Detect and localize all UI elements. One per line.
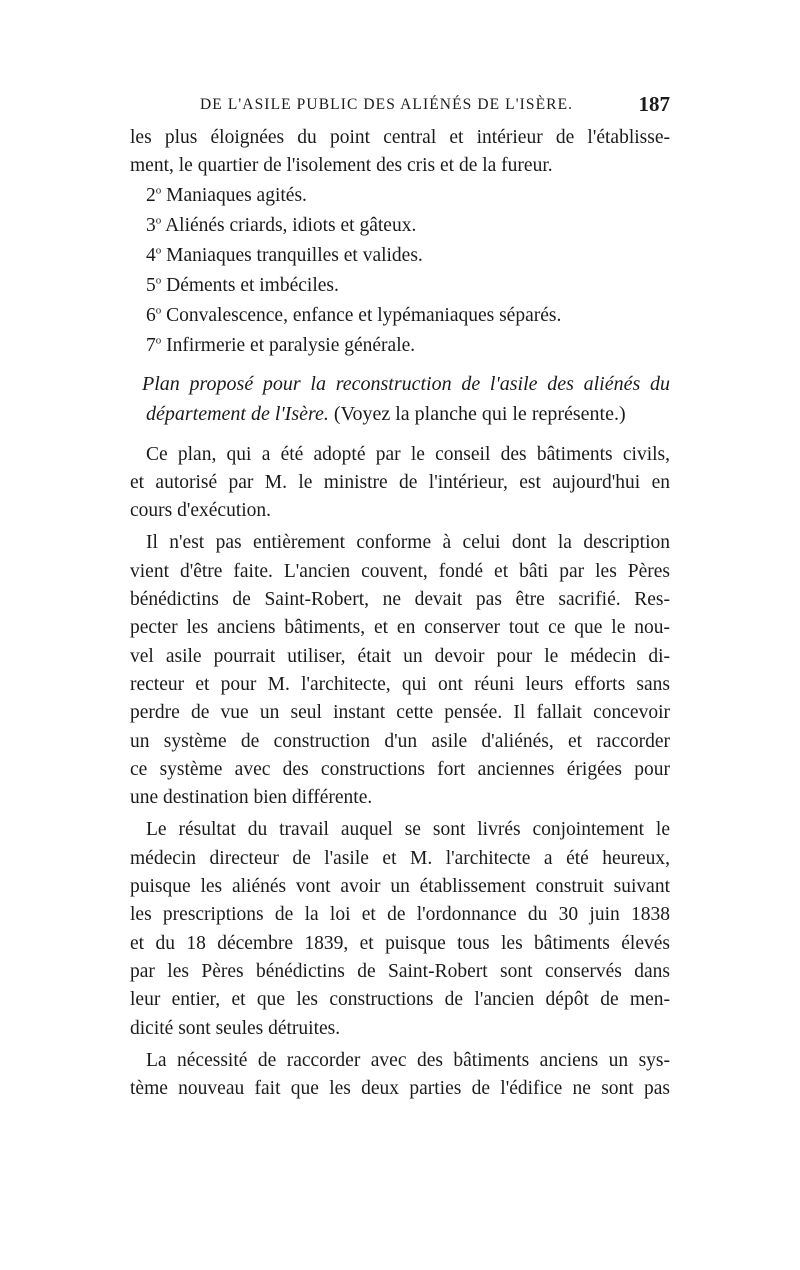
paragraph: [130, 441, 670, 526]
text-line: ce système avec des constructions fort anciennes érigées pour: [130, 758, 670, 780]
text-line: les plus éloignées du point central et intérieur de l'établisse-: [130, 127, 670, 148]
text-line: vient d'être faite. L'ancien couvent, fondé et bâti par les Pères: [130, 560, 670, 582]
text-line: Ce plan, qui a été adopté par le conseil des bâtiments civils,: [146, 443, 670, 465]
paragraph: [130, 529, 670, 812]
list-item: [130, 211, 670, 241]
list-number: 4$^o$: [146, 244, 162, 266]
list-text: Maniaques agités.: [166, 184, 307, 206]
text-line: vel asile pourrait utiliser, était un devoir pour le médecin di-: [130, 645, 670, 667]
text-line: et du 18 décembre 1839, et puisque tous les bâtiments élevés: [130, 932, 670, 954]
list-number: 5$^o$: [146, 274, 162, 296]
list-item: [130, 301, 670, 331]
text-line: pecter les anciens bâtiments, et en conserver tout ce que le nou-: [130, 617, 670, 639]
list-number: 3$^o$: [146, 214, 162, 236]
running-title: DE L'ASILE PUBLIC DES ALIÉNÉS DE L'ISÈRE.: [200, 96, 574, 113]
caption-line: Plan proposé pour la reconstruction de l'asile des aliénés du: [142, 372, 670, 395]
list-number: 6$^o$: [146, 304, 162, 326]
paragraph: [130, 1047, 670, 1104]
text-line: médecin directeur de l'asile et M. l'architecte a été heureux,: [130, 847, 670, 869]
text-line: Le résultat du travail auquel se sont livrés conjointement le: [146, 819, 670, 841]
list-item: [130, 181, 670, 211]
text-line: les prescriptions de la loi et de l'ordonnance du 30 juin 1838: [130, 904, 670, 926]
list-item: [130, 241, 670, 271]
list-text: Maniaques tranquilles et valides.: [166, 244, 423, 266]
text-line: cours d'exécution.: [130, 500, 272, 522]
category-list: [130, 181, 670, 361]
list-number: 7$^o$: [146, 334, 162, 356]
text-line: et autorisé par M. le ministre de l'intérieur, est aujourd'hui en: [130, 471, 670, 493]
paragraph: [130, 816, 670, 1042]
page-header: [200, 92, 670, 118]
list-text: Convalescence, enfance et lypémaniaques séparés.: [166, 304, 562, 326]
text-line: ment, le quartier de l'isolement des cris et de la fureur.: [130, 155, 553, 177]
text-line: puisque les aliénés vont avoir un établissement construit suivant: [130, 876, 670, 898]
list-text: Aliénés criards, idiots et gâteux.: [165, 214, 417, 236]
text-line: La nécessité de raccorder avec des bâtiments anciens un sys-: [146, 1049, 670, 1071]
page-number: 187: [638, 92, 670, 116]
list-item: [130, 331, 670, 361]
text-line: bénédictins de Saint-Robert, ne devait pas être sacrifié. Res-: [130, 589, 670, 611]
text-line: dicité sont seules détruites.: [130, 1017, 341, 1039]
caption-line: département de l'Isère. (Voyez la planche qui le représente.): [146, 402, 626, 425]
list-text: Déments et imbéciles.: [166, 274, 339, 296]
text-line: Il n'est pas entièrement conforme à celui dont la description: [146, 532, 670, 554]
text-line: par les Pères bénédictins de Saint-Robert sont conservés dans: [130, 960, 670, 982]
text-line: tème nouveau fait que les deux parties de l'édifice ne sont pas: [130, 1078, 670, 1100]
plan-caption: [130, 369, 670, 429]
list-text: Infirmerie et paralysie générale.: [166, 334, 416, 356]
text-line: un système de construction d'un asile d'aliénés, et raccorder: [130, 730, 670, 752]
text-line: leur entier, et que les constructions de l'ancien dépôt de men-: [130, 989, 670, 1011]
text-line: une destination bien différente.: [130, 787, 373, 809]
list-number: 2$^o$: [146, 184, 162, 206]
body-text: [130, 124, 670, 1103]
text-line: perdre de vue un seul instant cette pensée. Il fallait concevoir: [130, 702, 670, 724]
list-item: [130, 271, 670, 301]
text-line: recteur et pour M. l'architecte, qui ont réuni leurs efforts sans: [130, 673, 670, 695]
intro-paragraph: [130, 124, 670, 181]
